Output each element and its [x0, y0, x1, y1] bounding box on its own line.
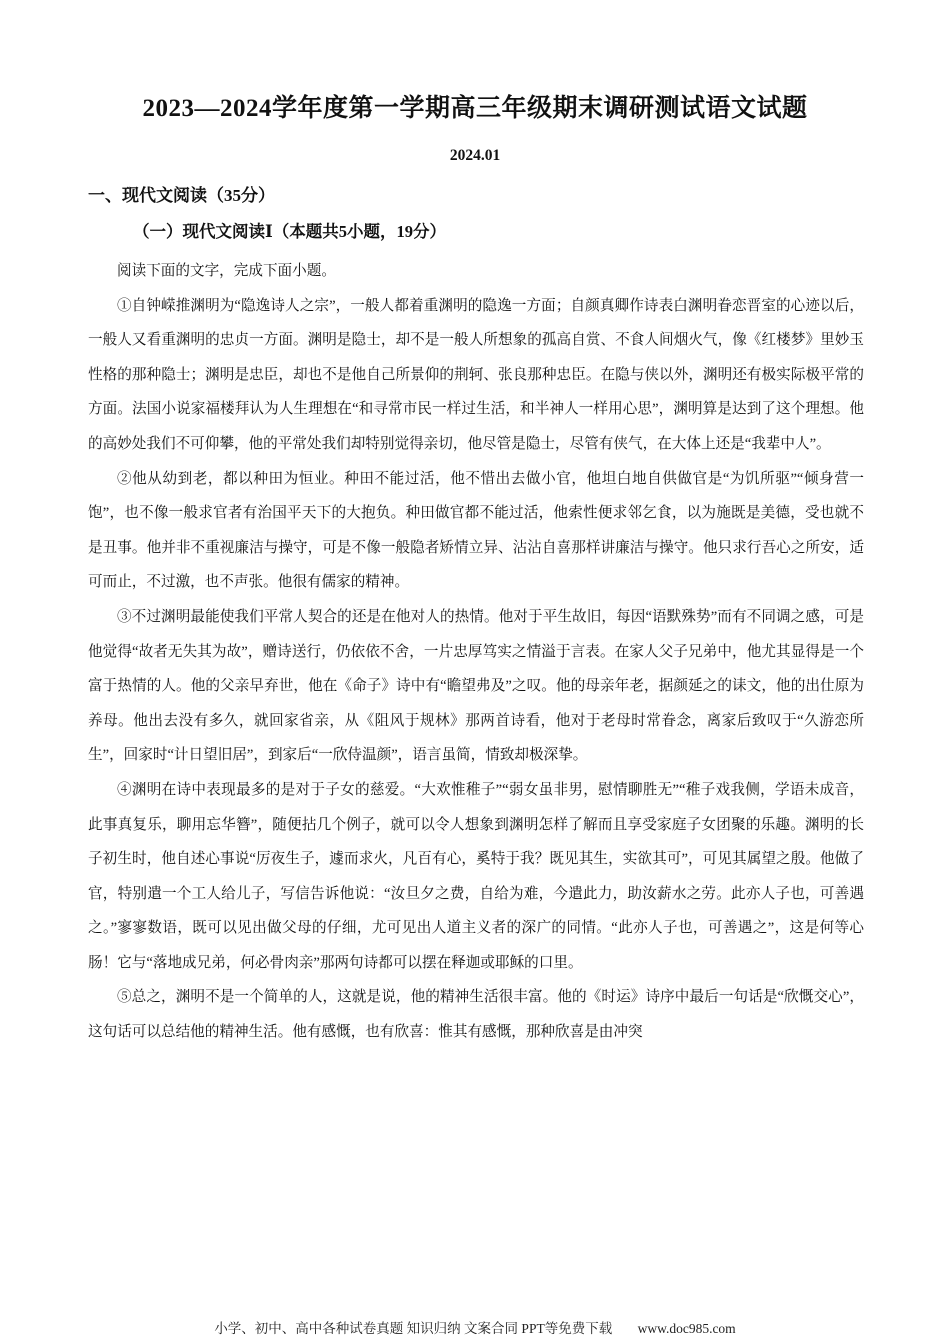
page-footer: [0, 1317, 950, 1337]
footer-link[interactable]: www.doc985.com: [637, 1321, 736, 1336]
instruction-text: 阅读下面的文字，完成下面小题。: [117, 263, 336, 279]
paragraph-2: ②他从幼到老，都以种田为恒业。种田不能过活，他不惜出去做小官，他坦白地自供做官是“为饥所驱”“倾身营一饱”，也不像一般求官者有治国平天下的大抱负。种田做官都不能过活，他索性便求邻乞食，以为施既是美德，受也就不是丑事。他并非不重视廉洁与操守，可是不像一般隐者矫情立异、沾沾自喜那样讲廉洁与操守。他只求行吾心之所安，适可而止，不过激，也不声张。他很有儒家的精神。: [88, 470, 864, 591]
paragraph-4: ④渊明在诗中表现最多的是对于子女的慈爱。“大欢惟稚子”“弱女虽非男，慰情聊胜无”“稚子戏我侧，学语未成音，此事真复乐，聊用忘华簪”，随便拈几个例子，就可以令人想象到渊明怎样了解而且享受家庭子女团聚的乐趣。渊明的长子初生时，他自述心事说“厉夜生子，遽而求火，凡百有心，奚特于我？既见其生，实欲其可”，可见其属望之殷。他做了官，特别遣一个工人给儿子，写信告诉他说：“汝旦夕之费，自给为难，今遣此力，助汝薪水之劳。此亦人子也，可善遇之。”寥寥数语，既可以见出做父母的仔细，尤可见出人道主义者的深广的同情。“此亦人子也，可善遇之”，这是何等心肠！它与“落地成兄弟，何必骨肉亲”那两句诗都可以摆在释迦或耶稣的口里。: [88, 781, 864, 971]
exam-date: 2024.01: [449, 147, 501, 164]
exam-title: 2023—2024学年度第一学期高三年级期末调研测试语文试题: [142, 95, 808, 122]
section-heading: 一、现代文阅读（35分）: [88, 186, 275, 205]
reading-passage: [88, 254, 864, 1050]
paragraph-5: ⑤总之，渊明不是一个简单的人，这就是说，他的精神生活很丰富。他的《时运》诗序中最后一句话是“欣慨交心”，这句话可以总结他的精神生活。他有感慨，也有欣喜：惟其有感慨，那种欣喜是由冲突: [88, 989, 864, 1041]
paragraph-3: ③不过渊明最能使我们平常人契合的还是在他对人的热情。他对于平生故旧，每因“语默殊势”而有不同调之感，可是他觉得“故者无失其为故”，赠诗送行，仍依依不舍，一片忠厚笃实之情溢于言表。在家人父子兄弟中，他尤其显得是一个富于热情的人。他的父亲早弃世，他在《命子》诗中有“瞻望弗及”之叹。他的母亲年老，据颜延之的诔文，他的出仕原为养母。他出去没有多久，就回家省亲，从《阻风于规林》那两首诗看，他对于老母时常眷念，离家后致叹于“久游恋所生”，回家时“计日望旧居”，到家后“一欣侍温颜”，语言虽简，情致却极深挚。: [88, 608, 864, 764]
paragraph-1: ①自钟嵘推渊明为“隐逸诗人之宗”，一般人都着重渊明的隐逸一方面；自颜真卿作诗表白渊明眷恋晋室的心迹以后，一般人又看重渊明的忠贞一方面。渊明是隐士，却不是一般人所想象的孤高自赏、不食人间烟火气，像《红楼梦》里妙玉性格的那种隐士；渊明是忠臣，却也不是他自己所景仰的荆轲、张良那种忠臣。在隐与侠以外，渊明还有极实际极平常的方面。法国小说家福楼拜认为人生理想在“和寻常市民一样过生活，和半神人一样用心思”，渊明算是达到了这个理想。他的高妙处我们不可仰攀，他的平常处我们却特别觉得亲切，他尽管是隐士，尽管有侠气，在大体上还是“我辈中人”。: [88, 297, 864, 452]
sub-heading: （一）现代文阅读Ⅰ（本题共5小题，19分）: [133, 222, 446, 241]
footer-text: 小学、初中、高中各种试卷真题 知识归纳 文案合同 PPT等免费下载: [214, 1321, 613, 1336]
